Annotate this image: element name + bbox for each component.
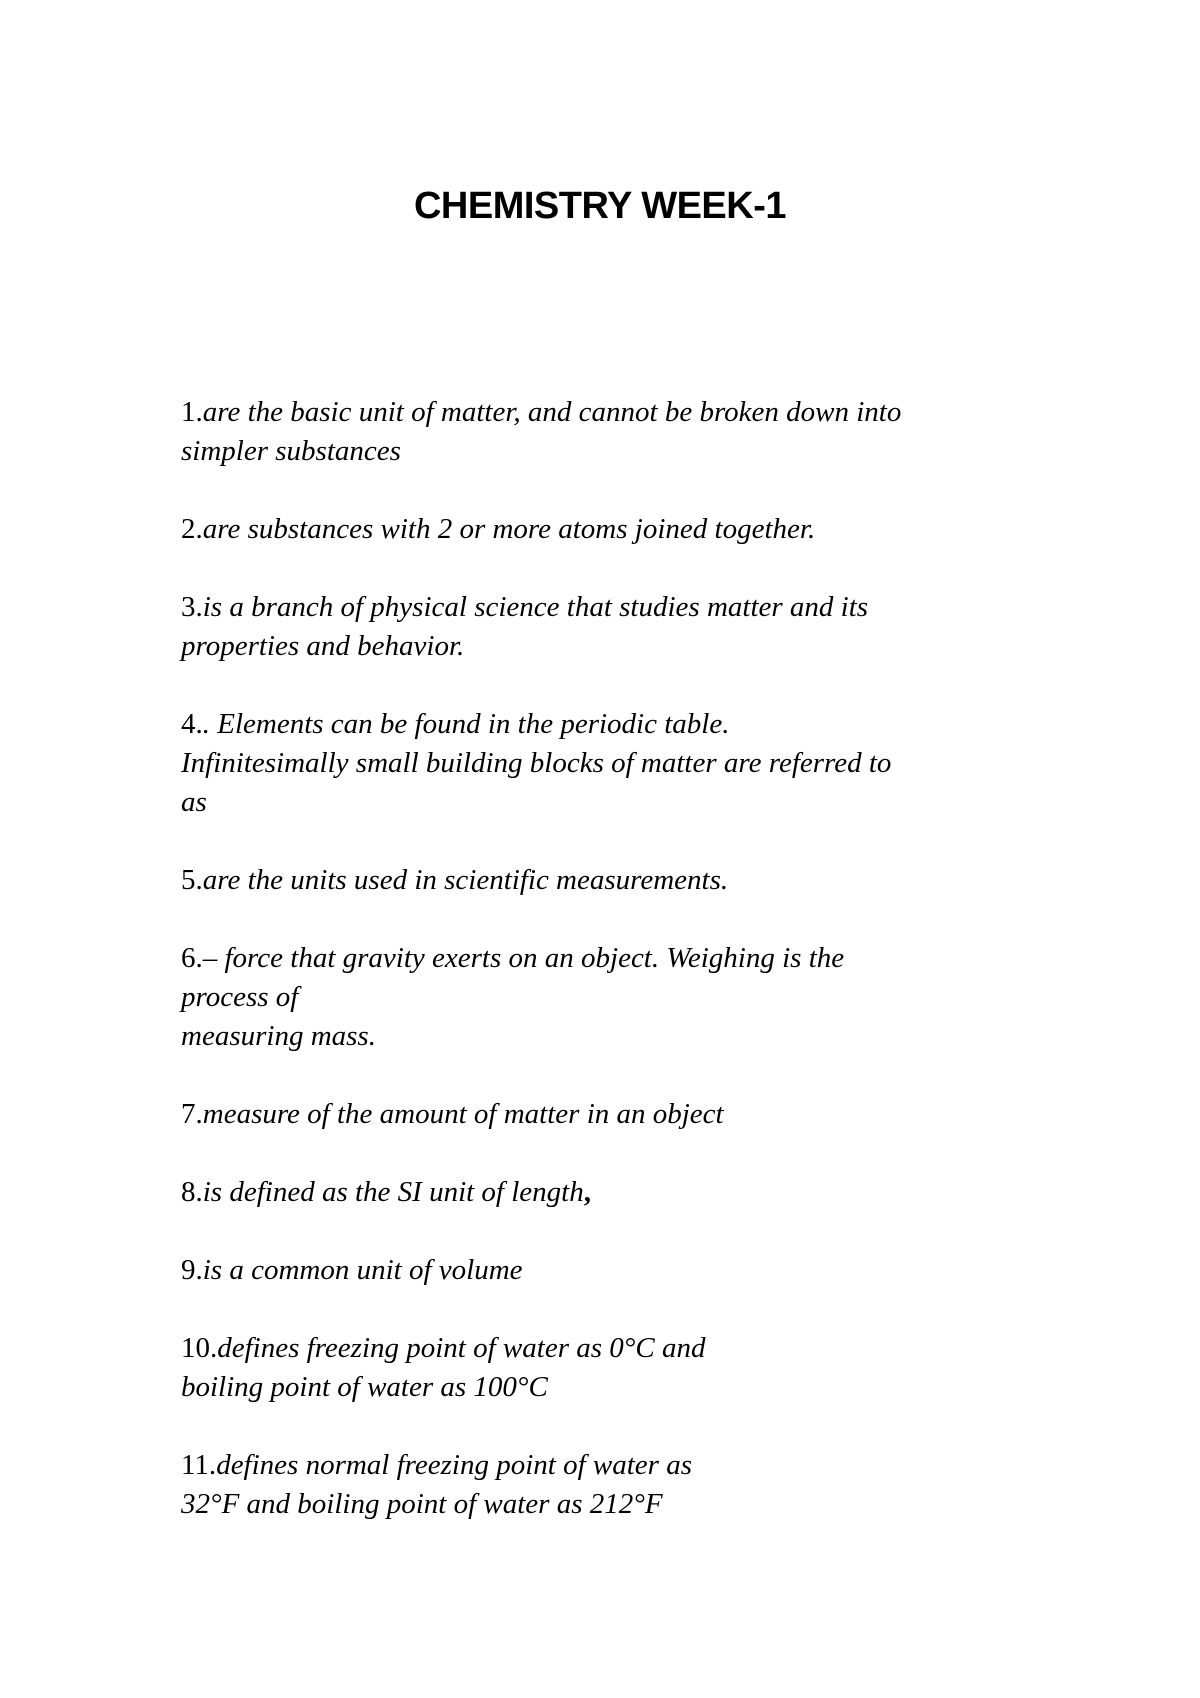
question-item [181, 939, 1041, 1056]
question-number: 3. [181, 591, 203, 623]
question-number: 10. [181, 1332, 218, 1364]
question-number: 9. [181, 1254, 203, 1286]
question-line: are the units used in scientific measurements. [202, 864, 729, 896]
question-line: – force that gravity exerts on an object. Weighing is the [202, 942, 845, 974]
question-item [181, 510, 1041, 549]
question-number: 7. [181, 1098, 203, 1130]
question-text [181, 1332, 1041, 1407]
question-item [181, 393, 1041, 471]
question-line: properties and behavior. [181, 630, 465, 662]
question-line: is a branch of physical science that studies matter and its [202, 591, 869, 623]
question-item [181, 705, 1041, 822]
question-text [203, 513, 815, 545]
page-title: CHEMISTRY WEEK-1 [413, 185, 787, 227]
question-number: 5. [181, 864, 203, 896]
question-text [181, 942, 1041, 1056]
question-number: 6. [181, 942, 203, 974]
question-line: are substances with 2 or more atoms joined together. [202, 513, 816, 545]
question-line: measuring mass. [181, 1020, 376, 1052]
question-item [181, 1446, 1041, 1524]
question-item [181, 1329, 1041, 1407]
question-item [181, 588, 1041, 666]
question-line: as [181, 786, 207, 818]
question-item [181, 1251, 1041, 1290]
question-number: 8. [181, 1176, 203, 1208]
question-line: is defined as the SI unit of length [202, 1176, 584, 1208]
question-line: measure of the amount of matter in an object [202, 1098, 724, 1130]
question-number: 2. [181, 513, 203, 545]
question-item [181, 861, 1041, 900]
question-line: 32°F and boiling point of water as 212°F [181, 1488, 663, 1520]
question-item [181, 1173, 1041, 1212]
question-line: are the basic unit of matter, and cannot be broken down into [202, 396, 902, 428]
question-line: Infinitesimally small building blocks of matter are referred to [181, 747, 892, 779]
question-text [203, 1254, 523, 1286]
question-text [181, 708, 1041, 822]
question-line: defines freezing point of water as 0°C and [217, 1332, 706, 1364]
question-text [181, 1449, 1041, 1524]
question-line: . Elements can be found in the periodic table. [202, 708, 730, 740]
question-line: simpler substances [181, 435, 401, 467]
question-number: 4. [181, 708, 203, 740]
question-text [181, 591, 1041, 666]
question-text [181, 396, 1041, 471]
question-line: process of [181, 981, 299, 1013]
question-line: boiling point of water as 100°C [181, 1371, 548, 1403]
question-list [181, 393, 1041, 1563]
question-item [181, 1095, 1041, 1134]
question-line: is a common unit of volume [202, 1254, 523, 1286]
question-line: defines normal freezing point of water as [216, 1449, 692, 1481]
question-number: 1. [181, 396, 203, 428]
question-text [203, 1176, 584, 1208]
question-number: 11. [181, 1449, 217, 1481]
question-trailing-comma: , [583, 1176, 591, 1208]
question-text [203, 1098, 724, 1130]
question-text [203, 864, 728, 896]
